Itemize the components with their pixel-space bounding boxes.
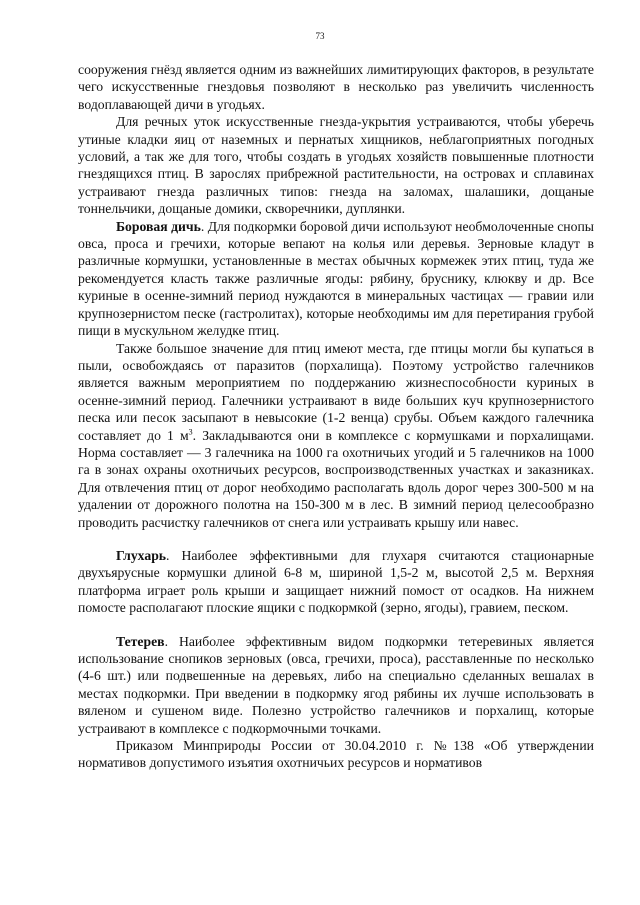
section-heading-capercaillie: Глухарь — [116, 547, 167, 563]
paragraph-black-grouse — [78, 633, 594, 737]
paragraph-upland-game-text: . Для подкормки боровой дичи используют необмолоченные снопы овса, проса и гречихи, которые вепают на колья или деревья. Зерновые кладут в различные кормушки, установленные в местах обычных кормежек этих птиц, туда же рекомендуется класть также различные ягоды: рябину, бруснику, клюкву и др. Все куриные в осенне-зимний период нуждаются в минеральных частицах — гравии или крупнозернистом песке (гастролитах), которые необходимы им для перетирания грубой пищи в мускульном желудке птиц. — [78, 218, 594, 339]
paragraph-gravel-text-b: . Закладываются они в комплексе с кормушками и порхалищами. Норма составляет — 3 галечника на 1000 га охотничьих угодий и 5 галечников на 1000 га в зонах охраны охотничьих ресурсов, воспроизводственных участках и заказниках. Для отвлечения птиц от дорог необходимо располагать вдоль дорог через 300-500 м на удалении от дорожного полотна на 150-300 м в лес. В зимний период целесообразно проводить расчистку галечников от снега или устраивать крышу или навес. — [78, 427, 594, 530]
paragraph-capercaillie-text: . Наиболее эффективными для глухаря считаются стационарные двухъярусные кормушки длиной 6-8 м, шириной 1,5-2 м, высотой 2,5 м. Верхняя платформа играет роль крыши и защищает нижний помост от осадков. На нижнем помосте располагают плоские ящики с подкормкой (зерно, ягоды), гравием, песком. — [78, 547, 594, 616]
section-heading-upland-game: Боровая дичь — [116, 218, 201, 234]
page-number: 73 — [315, 31, 325, 41]
paragraph-black-grouse-text: . Наиболее эффективным видом подкормки тетеревиных является использование снопиков зерновых (овса, гречихи, проса), расставленные по несколько (4-6 шт.) или подвешенные на деревьях, либо на специально сделанных вешалах в местах подкормки. При введении в подкормку ягод рябины их лучше использовать в вяленом и сушеном виде. Полезно устройство галечников и порхалищ, которые устраивают в комплексе с подкормочными точками. — [78, 633, 594, 736]
section-heading-black-grouse: Тетерев — [116, 633, 165, 649]
paragraph-waterfowl-nests-end: сооружения гнёзд является одним из важнейших лимитирующих факторов, в результате чего искусственные гнездовья позволяют в несколько раз увеличить численность водоплавающей дичи в угодьях. — [78, 62, 594, 112]
paragraph-ministry-order: Приказом Минприроды России от 30.04.2010 г. №138 «Об утверждении нормативов допустимого изъятия охотничьих ресурсов и нормативов — [78, 738, 594, 771]
paragraph-dust-baths-gravel — [78, 340, 594, 531]
paragraph-capercaillie — [78, 547, 594, 617]
paragraph-gravel-text-a: Также большое значение для птиц имеют места, где птицы могли бы купаться в пыли, освобождаясь от паразитов (порхалища). Поэтому устройство галечников является важным мероприятием по поддержанию жизнеспособности куриных в осенне-зимний период. Галечники устраивают в виде больших куч крупнозернистого песка или песок засыпают в невысокие (1-2 венца) срубы. Объем каждого галечника составляет до 1 м — [78, 340, 594, 443]
document-body — [78, 61, 594, 772]
paragraph-duck-nest-shelters: Для речных уток искусственные гнезда-укрытия устраиваются, чтобы уберечь утиные кладки яиц от наземных и пернатых хищников, неблагоприятных погодных условий, а так же для того, чтобы создать в угодьях хозяйств повышенные плотности гнездящихся птиц. В зарослях прибрежной растительности, на островах и сплавинах устраивают гнезда различных типов: гнезда на заломах, шалашики, дощаные тоннельчики, дощаные домики, скворечники, дуплянки. — [78, 114, 594, 217]
paragraph-upland-game — [78, 218, 594, 340]
cubic-superscript: 3 — [188, 426, 193, 436]
